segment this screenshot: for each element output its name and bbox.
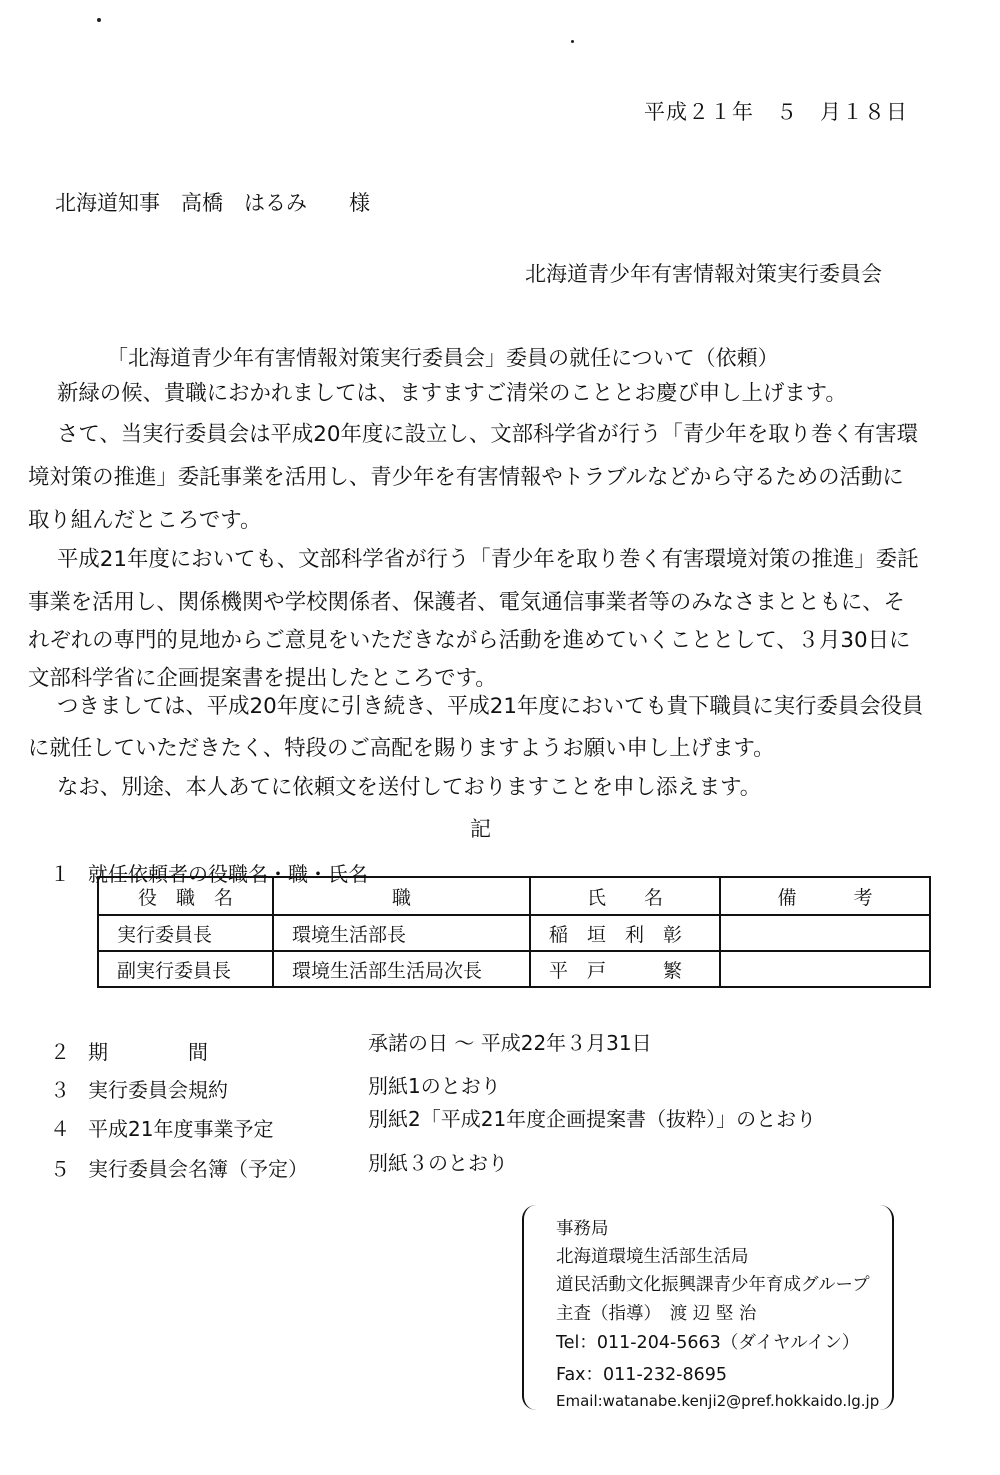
contact-department: 北海道環境生活部生活局 [556,1247,749,1267]
item-label: 就任依頼者の役職名・職・氏名 [88,862,368,886]
item-label: 期 間 [88,1040,208,1064]
item-label: 平成21年度事業予定 [88,1117,274,1141]
contact-office: 事務局 [556,1219,609,1239]
contact-person: 主査（指導） 渡 辺 堅 治 [556,1304,757,1324]
letter-date: 平成２１年 ５ 月１８日 [644,100,908,124]
item-value: 承諾の日 ～ 平成22年３月31日 [368,1031,652,1055]
scan-speck [571,40,574,43]
item-number: ５ [50,1157,70,1181]
item-value: 別紙1のとおり [368,1074,501,1098]
body-paragraph: 取り組んだところです。 [28,508,262,533]
addressee: 北海道知事 高橋 はるみ 様 [55,191,370,215]
item-label: 実行委員会名簿（予定） [88,1157,308,1181]
table-header-cell: 氏 名 [530,877,720,915]
table-row [98,951,930,987]
body-paragraph: なお、別途、本人あてに依頼文を送付しておりますことを申し添えます。 [57,775,762,800]
item-label: 実行委員会規約 [88,1078,228,1102]
contact-fax: Fax：011-232-8695 [556,1365,728,1385]
table-cell: 環境生活部生活局次長 [273,951,530,987]
table-cell: 実行委員長 [98,915,273,951]
item-value: 別紙2「平成21年度企画提案書（抜粋）」のとおり [368,1107,817,1131]
contact-box [522,1205,894,1410]
body-paragraph: 事業を活用し、関係機関や学校関係者、保護者、電気通信事業者等のみなさまとともに、そ [28,590,906,615]
contact-section: 道民活動文化振興課青少年育成グループ [556,1275,870,1295]
scan-speck [97,18,101,22]
letter-subject: 「北海道青少年有害情報対策実行委員会」委員の就任について（依頼） [107,346,779,370]
table-cell: 環境生活部長 [273,915,530,951]
ki-heading: 記 [470,817,491,841]
item-number: １ [50,862,70,886]
table-cell: 副実行委員長 [98,951,273,987]
table-row [98,915,930,951]
body-paragraph: 文部科学省に企画提案書を提出したところです。 [28,666,497,691]
body-paragraph: 境対策の推進」委託事業を活用し、青少年を有害情報やトラブルなどから守るための活動に [28,465,904,490]
item-number: ４ [50,1117,70,1141]
body-paragraph: つきましては、平成20年度に引き続き、平成21年度においても貴下職員に実行委員会役員 [57,694,924,719]
table-cell: 稲 垣 利 彰 [530,915,720,951]
appointee-table [97,876,931,988]
body-paragraph: れぞれの専門的見地からご意見をいただきながら活動を進めていくこととして、３月30日に [28,628,911,653]
body-paragraph: に就任していただきたく、特段のご高配を賜りますようお願い申し上げます。 [28,736,775,761]
table-header-cell: 備 考 [720,877,930,915]
table-cell [720,951,930,987]
contact-tel: Tel：011-204-5663（ダイヤルイン） [556,1333,860,1353]
body-paragraph: さて、当実行委員会は平成20年度に設立し、文部科学省が行う「青少年を取り巻く有害環 [57,422,919,447]
item-value: 別紙３のとおり [368,1151,508,1175]
table-header-cell: 役 職 名 [98,877,273,915]
table-cell [720,915,930,951]
body-paragraph: 新緑の候、貴職におかれましては、ますますご清栄のこととお慶び申し上げます。 [57,381,847,406]
body-paragraph: 平成21年度においても、文部科学省が行う「青少年を取り巻く有害環境対策の推進」委託 [57,547,919,572]
table-header-row [98,877,930,915]
table-header-cell: 職 [273,877,530,915]
item-number: ３ [50,1078,70,1102]
table-cell: 平 戸 繁 [530,951,720,987]
contact-email: Email:watanabe.kenji2@pref.hokkaido.lg.jp [556,1392,880,1410]
sender-organization: 北海道青少年有害情報対策実行委員会 [525,262,882,286]
item-number: ２ [50,1040,70,1064]
